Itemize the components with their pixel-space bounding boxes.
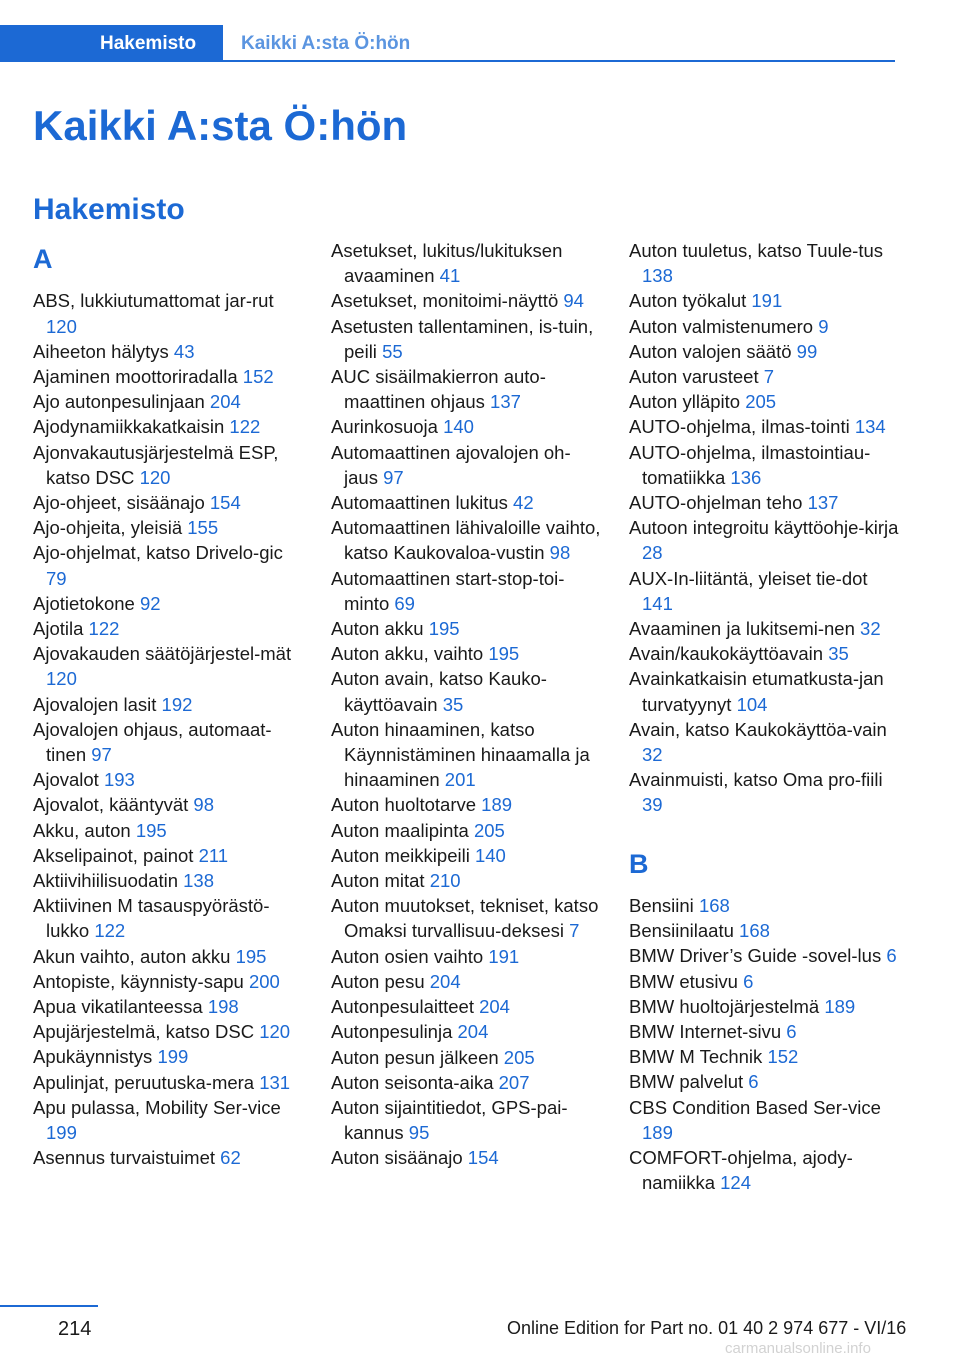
index-page-link[interactable]: 200 bbox=[248, 970, 280, 992]
index-entry-text: Ajotila bbox=[33, 618, 84, 640]
index-page-link[interactable]: 207 bbox=[498, 1071, 530, 1093]
index-entry-text: Aktiivihiilisuodatin bbox=[33, 870, 178, 892]
index-entry-text: Avainmuisti, katso Oma pro-fiili bbox=[629, 769, 883, 791]
index-page-link[interactable]: 195 bbox=[488, 643, 520, 665]
index-entry-text: Ajaminen moottoriradalla bbox=[33, 366, 238, 387]
index-page-link[interactable]: 99 bbox=[796, 340, 818, 362]
index-entry-text: Bensiini bbox=[629, 895, 694, 917]
index-page-link[interactable]: 168 bbox=[739, 920, 770, 942]
index-entry bbox=[629, 566, 899, 616]
index-page-link[interactable]: 7 bbox=[569, 920, 580, 942]
tab-kaikki-a-o[interactable]: Kaikki A:sta Ö:hön bbox=[241, 33, 411, 54]
index-entry bbox=[331, 969, 601, 994]
index-page-link[interactable]: 43 bbox=[173, 340, 195, 362]
index-entry bbox=[331, 440, 601, 490]
index-page-link[interactable]: 55 bbox=[382, 340, 403, 362]
index-page-link[interactable]: 195 bbox=[428, 618, 460, 640]
index-page-link[interactable]: 137 bbox=[807, 492, 839, 514]
index-entry-text: BMW etusivu bbox=[629, 970, 738, 992]
index-entry bbox=[33, 1019, 303, 1044]
index-page-link[interactable]: 35 bbox=[442, 693, 464, 715]
index-entry-text: Akku, auton bbox=[33, 819, 131, 841]
index-entry-text: Auton valmistenumero bbox=[629, 315, 814, 337]
index-page-link[interactable]: 104 bbox=[736, 693, 768, 715]
index-page-link[interactable]: 97 bbox=[91, 744, 112, 766]
index-entry-text: Ajovalot, kääntyvät bbox=[33, 794, 189, 816]
index-entry-text: Auton osien vaihto bbox=[331, 945, 484, 967]
index-entry-text: Auton hinaaminen, katso Käynnistäminen hinaamalla ja hinaaminen bbox=[331, 718, 590, 791]
index-entry-text: Auton meikkipeili bbox=[331, 844, 470, 866]
header-tab-bar bbox=[0, 25, 895, 62]
edition-note: Online Edition for Part no. 01 40 2 974 677 - VI/16 bbox=[507, 1318, 907, 1338]
index-page-link[interactable]: 204 bbox=[209, 391, 241, 413]
index-entry bbox=[331, 1019, 601, 1044]
index-page-link[interactable]: 189 bbox=[824, 995, 856, 1017]
index-entry bbox=[33, 288, 303, 338]
index-column-1 bbox=[33, 238, 303, 1171]
index-entry bbox=[331, 616, 601, 641]
index-entry bbox=[331, 288, 601, 313]
index-entry-text: Auton sisäänajo bbox=[331, 1147, 463, 1169]
index-entry bbox=[331, 843, 601, 868]
index-entry-text: ABS, lukkiutumattomat jar-rut bbox=[33, 290, 274, 312]
index-page-link[interactable]: 138 bbox=[183, 870, 214, 892]
index-page-link[interactable]: 62 bbox=[220, 1147, 241, 1169]
index-page-link[interactable]: 210 bbox=[429, 870, 461, 892]
watermark: carmanualsonline.info bbox=[725, 1340, 871, 1357]
index-entry bbox=[33, 969, 303, 994]
index-entry-text: Auton varusteet bbox=[629, 366, 759, 388]
index-entry-text: Auton pesu bbox=[331, 970, 425, 992]
index-entry-text: BMW palvelut bbox=[629, 1071, 744, 1093]
index-page-link[interactable]: 205 bbox=[503, 1046, 535, 1068]
index-page-link[interactable]: 193 bbox=[103, 769, 135, 791]
index-entry bbox=[331, 641, 601, 666]
index-entry-text: Aiheeton hälytys bbox=[33, 340, 169, 362]
index-entry bbox=[331, 314, 601, 364]
index-entry-text: Avainkatkaisin etumatkusta-jan turvatyynyt bbox=[629, 668, 884, 715]
index-entry bbox=[629, 994, 899, 1019]
index-page-link[interactable]: 35 bbox=[828, 643, 849, 665]
index-entry bbox=[33, 843, 303, 868]
index-entry bbox=[629, 339, 899, 364]
index-page-link[interactable]: 189 bbox=[642, 1121, 673, 1143]
index-page-link[interactable]: 95 bbox=[408, 1122, 430, 1144]
index-entry bbox=[331, 364, 601, 414]
index-entry bbox=[629, 515, 899, 565]
index-entry bbox=[629, 943, 899, 968]
index-entry bbox=[331, 666, 601, 716]
index-letter-heading: A bbox=[33, 244, 53, 274]
index-entry bbox=[33, 994, 303, 1019]
index-page-link[interactable]: 204 bbox=[429, 970, 461, 992]
index-entry bbox=[33, 591, 303, 616]
index-page-link[interactable]: 191 bbox=[488, 945, 520, 967]
index-entry-text: Akselipainot, painot bbox=[33, 844, 194, 866]
index-page-link[interactable]: 154 bbox=[209, 492, 241, 514]
index-entry bbox=[33, 1070, 303, 1095]
index-entry-text: Auton avain, katso Kauko-käyttöavain bbox=[331, 668, 547, 715]
index-entry-text: Asetukset, lukitus/lukituksen avaaminen bbox=[331, 240, 563, 287]
index-entry bbox=[33, 339, 303, 364]
index-entry-text: Auton huoltotarve bbox=[331, 794, 477, 816]
index-page-link[interactable]: 28 bbox=[642, 542, 663, 564]
index-page-link[interactable]: 191 bbox=[751, 290, 783, 312]
index-page-link[interactable]: 152 bbox=[767, 1046, 799, 1068]
index-entry-text: Aktiivinen M tasauspyörästö-lukko bbox=[33, 895, 270, 942]
index-page-link[interactable]: 92 bbox=[139, 592, 161, 614]
index-entry bbox=[629, 238, 899, 288]
index-page-link[interactable]: 198 bbox=[207, 996, 239, 1018]
index-entry-text: Apujärjestelmä, katso DSC bbox=[33, 1021, 255, 1043]
index-page-link[interactable]: 122 bbox=[94, 920, 126, 942]
index-entry-text: Autonpesulinja bbox=[331, 1021, 453, 1043]
index-entry bbox=[33, 868, 303, 893]
index-entry-text: Ajovalojen ohjaus, automaat-tinen bbox=[33, 718, 272, 766]
index-page-link[interactable]: 41 bbox=[439, 265, 461, 287]
index-entry-text: Asetusten tallentaminen, is-tuin, peili bbox=[331, 315, 594, 362]
index-page-link[interactable]: 140 bbox=[443, 416, 474, 438]
page-title: Kaikki A:sta Ö:hön bbox=[33, 102, 408, 149]
index-page-link[interactable]: 195 bbox=[135, 819, 167, 841]
index-page-link[interactable]: 140 bbox=[474, 844, 506, 866]
index-entry-text: Auton seisonta-aika bbox=[331, 1071, 494, 1093]
index-page-link[interactable]: 154 bbox=[467, 1147, 499, 1169]
index-entry bbox=[629, 490, 899, 515]
index-entry-text: Aurinkosuoja bbox=[331, 416, 438, 438]
index-page-link[interactable]: 152 bbox=[242, 366, 274, 387]
index-entry bbox=[629, 767, 899, 817]
index-entry-text: CBS Condition Based Ser-vice bbox=[629, 1096, 881, 1118]
index-entry bbox=[629, 314, 899, 339]
index-entry-text: Avaaminen ja lukitsemi-nen bbox=[629, 618, 855, 640]
index-entry bbox=[629, 1145, 899, 1195]
index-entry bbox=[331, 1095, 601, 1145]
index-entry-text: Akun vaihto, auton akku bbox=[33, 945, 231, 967]
index-entry-text: Ajo-ohjeet, sisäänajo bbox=[33, 492, 205, 514]
index-page-link[interactable]: 120 bbox=[259, 1021, 291, 1043]
index-page-link[interactable]: 9 bbox=[818, 315, 829, 337]
index-page-link[interactable]: 6 bbox=[886, 945, 897, 967]
index-entry-text: Auton sijaintitiedot, GPS-pai-kannus bbox=[331, 1096, 568, 1144]
index-entry bbox=[33, 692, 303, 717]
index-entry-text: BMW M Technik bbox=[629, 1046, 763, 1068]
index-entry-text: Ajo autonpesulinjaan bbox=[33, 391, 205, 413]
index-page-link[interactable]: 131 bbox=[259, 1071, 291, 1093]
page-number: 214 bbox=[58, 1318, 92, 1340]
index-entry-text: AUTO-ohjelman teho bbox=[629, 492, 803, 514]
index-entry-text: Auton valojen säätö bbox=[629, 340, 792, 362]
index-entry bbox=[629, 1069, 899, 1094]
index-entry bbox=[331, 238, 601, 288]
index-entry bbox=[33, 515, 303, 540]
index-entry-text: Auton maalipinta bbox=[331, 819, 469, 841]
index-entry bbox=[33, 792, 303, 817]
index-page-link[interactable]: 141 bbox=[642, 592, 673, 614]
index-entry-text: Asetukset, monitoimi-näyttö bbox=[331, 290, 559, 312]
index-entry bbox=[33, 1095, 303, 1145]
index-entry bbox=[331, 1145, 601, 1170]
index-page-link[interactable]: 204 bbox=[457, 1021, 489, 1043]
index-entry bbox=[629, 1019, 899, 1044]
index-page-link[interactable]: 98 bbox=[549, 542, 571, 564]
index-entry bbox=[33, 540, 303, 590]
index-entry bbox=[33, 490, 303, 515]
index-entry bbox=[629, 440, 899, 490]
index-page-link[interactable]: 189 bbox=[481, 794, 513, 816]
index-entry bbox=[629, 364, 899, 389]
index-entry-text: Auton muutokset, tekniset, katso Omaksi turvallisuu-deksesi bbox=[331, 895, 599, 942]
index-entry-text: Ajo-ohjeita, yleisiä bbox=[33, 517, 183, 539]
index-entry-text: Auton tuuletus, katso Tuule-tus bbox=[629, 240, 884, 261]
index-entry bbox=[629, 1095, 899, 1145]
index-page-link[interactable]: 6 bbox=[748, 1071, 759, 1093]
index-page-link[interactable]: 201 bbox=[444, 769, 476, 791]
index-column-3 bbox=[629, 238, 899, 1196]
index-page-link[interactable]: 137 bbox=[490, 391, 521, 413]
index-entry-text: Automaattinen start-stop-toi-minto bbox=[331, 567, 565, 614]
index-entry bbox=[33, 1145, 303, 1170]
index-entry bbox=[629, 641, 899, 666]
index-page-link[interactable]: 97 bbox=[383, 466, 404, 488]
index-entry bbox=[331, 490, 601, 515]
index-entry bbox=[331, 717, 601, 793]
index-page-link[interactable]: 42 bbox=[513, 492, 534, 514]
index-entry bbox=[629, 918, 899, 943]
index-entry bbox=[33, 364, 303, 389]
index-entry-text: Autoon integroitu käyttöohje-kirja bbox=[629, 517, 899, 539]
index-entry bbox=[629, 969, 899, 994]
index-page-link[interactable]: 6 bbox=[786, 1021, 797, 1043]
index-entry bbox=[629, 414, 899, 439]
index-entry bbox=[629, 288, 899, 313]
index-entry bbox=[331, 792, 601, 817]
index-page-link[interactable]: 122 bbox=[88, 618, 120, 640]
index-page-link[interactable]: 199 bbox=[46, 1122, 77, 1144]
index-entry bbox=[629, 893, 899, 918]
index-entry-text: Ajotietokone bbox=[33, 592, 135, 614]
header-rule bbox=[0, 60, 895, 62]
index-entry bbox=[629, 389, 899, 414]
index-page-link[interactable]: 7 bbox=[763, 366, 775, 388]
index-entry-text: Automaattinen ajovalojen oh-jaus bbox=[331, 441, 571, 488]
index-entry bbox=[331, 515, 601, 565]
index-entry bbox=[331, 1070, 601, 1095]
index-page-link[interactable]: 134 bbox=[854, 416, 886, 438]
index-page-link[interactable]: 69 bbox=[394, 592, 415, 614]
index-entry-text: Auton ylläpito bbox=[629, 391, 741, 413]
index-entry bbox=[33, 818, 303, 843]
index-entry-text: Ajovakauden säätöjärjestel-mät bbox=[33, 643, 292, 665]
index-page-link[interactable]: 120 bbox=[139, 466, 171, 488]
index-page-link[interactable]: 124 bbox=[720, 1172, 752, 1194]
index-page-link[interactable]: 94 bbox=[563, 290, 584, 312]
index-entry bbox=[331, 818, 601, 843]
index-page-link[interactable]: 32 bbox=[642, 744, 663, 766]
index-entry bbox=[331, 893, 601, 943]
index-page-link[interactable]: 120 bbox=[46, 668, 77, 690]
index-page-link[interactable]: 136 bbox=[730, 466, 762, 488]
index-entry bbox=[331, 868, 601, 893]
index-entry bbox=[33, 389, 303, 414]
index-entry bbox=[33, 717, 303, 767]
index-page-link[interactable]: 192 bbox=[161, 693, 193, 715]
index-entry bbox=[33, 1044, 303, 1069]
index-entry-text: Ajo-ohjelmat, katso Drivelo-gic bbox=[33, 542, 283, 564]
index-entry-text: Ajovalot bbox=[33, 769, 99, 791]
index-entry-text: Automaattinen lähivaloille vaihto, katso Kaukovaloa-vustin bbox=[331, 517, 601, 564]
index-page-link[interactable]: 205 bbox=[473, 819, 505, 841]
index-entry-text: Avain, katso Kaukokäyttöa-vain bbox=[629, 718, 887, 740]
index-entry-text: Ajovalojen lasit bbox=[33, 693, 157, 715]
index-entry-text: Auton akku, vaihto bbox=[331, 643, 484, 665]
index-page-link[interactable]: 79 bbox=[46, 567, 67, 589]
index-entry bbox=[629, 616, 899, 641]
index-page-link[interactable]: 211 bbox=[198, 844, 229, 866]
index-page-link[interactable]: 32 bbox=[860, 618, 881, 640]
index-entry-text: Auton pesun jälkeen bbox=[331, 1046, 499, 1068]
index-entry-text: BMW Driver’s Guide -sovel-lus bbox=[629, 945, 882, 967]
index-page-link[interactable]: 205 bbox=[745, 391, 777, 413]
index-page-link[interactable]: 39 bbox=[642, 794, 663, 816]
index-entry-text: COMFORT-ohjelma, ajody-namiikka bbox=[629, 1147, 853, 1194]
index-page-link[interactable]: 195 bbox=[235, 945, 267, 967]
index-column-2 bbox=[331, 238, 601, 1171]
index-entry-text: Autonpesulaitteet bbox=[331, 996, 474, 1018]
index-entry bbox=[33, 616, 303, 641]
index-entry bbox=[629, 717, 899, 767]
index-entry-text: Ajonvakautusjärjestelmä ESP, katso DSC bbox=[33, 441, 279, 488]
index-entry-text: Apulinjat, peruutuska-mera bbox=[33, 1071, 255, 1093]
index-entry-text: Ajodynamiikkakatkaisin bbox=[33, 416, 225, 438]
index-page-link[interactable]: 138 bbox=[642, 265, 673, 287]
index-letter-heading: B bbox=[629, 848, 649, 879]
index-page-link[interactable]: 120 bbox=[46, 315, 77, 337]
index-entry bbox=[331, 566, 601, 616]
index-page-link[interactable]: 98 bbox=[193, 794, 214, 816]
index-entry-text: Apu pulassa, Mobility Ser-vice bbox=[33, 1096, 281, 1118]
index-page-link[interactable]: 168 bbox=[698, 895, 730, 917]
index-entry-text: BMW huoltojärjestelmä bbox=[629, 995, 820, 1017]
index-entry-text: AUC sisäilmakierron auto-maattinen ohjaus bbox=[331, 366, 546, 413]
footer-rule bbox=[0, 1305, 98, 1307]
index-entry bbox=[33, 414, 303, 439]
index-entry bbox=[331, 414, 601, 439]
index-entry bbox=[33, 440, 303, 490]
index-entry bbox=[331, 1045, 601, 1070]
index-entry-text: Bensiinilaatu bbox=[629, 920, 734, 942]
section-title: Hakemisto bbox=[33, 193, 185, 226]
index-entry bbox=[33, 767, 303, 792]
index-entry-text: Asennus turvaistuimet bbox=[33, 1147, 216, 1169]
index-entry-text: AUTO-ohjelma, ilmastointiau-tomatiikka bbox=[629, 441, 871, 488]
index-entry bbox=[331, 944, 601, 969]
index-entry-text: Apua vikatilanteessa bbox=[33, 996, 203, 1018]
index-entry-text: BMW Internet-sivu bbox=[629, 1021, 782, 1043]
index-entry-text: Auton akku bbox=[331, 618, 424, 640]
index-entry-text: Auton mitat bbox=[331, 870, 425, 892]
index-entry-text: AUX-In-liitäntä, yleiset tie-dot bbox=[629, 567, 868, 589]
index-entry-text: Antopiste, käynnisty-sapu bbox=[33, 970, 244, 992]
index-entry bbox=[33, 641, 303, 691]
index-page-link[interactable]: 204 bbox=[479, 996, 510, 1018]
index-entry bbox=[629, 666, 899, 716]
index-entry bbox=[33, 944, 303, 969]
index-entry-text: Avain/kaukokäyttöavain bbox=[629, 643, 824, 665]
index-entry-text: Apukäynnistys bbox=[33, 1046, 153, 1068]
index-entry-text: Automaattinen lukitus bbox=[331, 492, 508, 514]
index-page-link[interactable]: 155 bbox=[187, 517, 219, 539]
index-entry bbox=[33, 893, 303, 943]
index-page-link[interactable]: 199 bbox=[157, 1046, 189, 1068]
index-page-link[interactable]: 122 bbox=[229, 416, 261, 438]
index-entry-text: Auton työkalut bbox=[629, 290, 747, 312]
index-page-link[interactable]: 6 bbox=[743, 970, 754, 992]
tab-hakemisto[interactable]: Hakemisto bbox=[0, 25, 223, 62]
index-entry bbox=[331, 994, 601, 1019]
index-entry bbox=[629, 1044, 899, 1069]
index-entry-text: AUTO-ohjelma, ilmas-tointi bbox=[629, 416, 850, 438]
